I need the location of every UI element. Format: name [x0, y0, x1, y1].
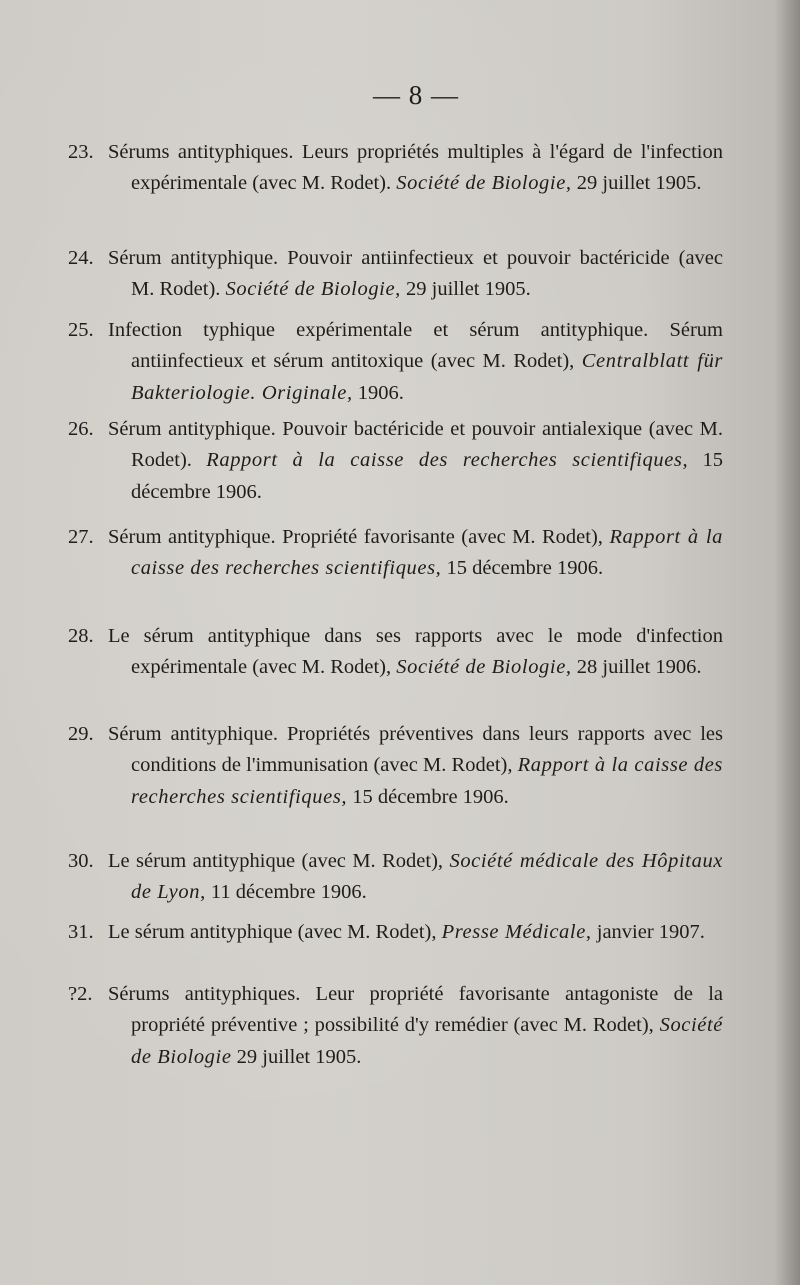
entry-date: 15 décembre 1906.	[446, 557, 604, 579]
entry-date: 11 décembre 1906.	[210, 881, 367, 903]
bibliography-entry-24	[68, 243, 723, 306]
entry-source: Centralblatt für Bakteriologie. Originale,	[131, 350, 724, 404]
entry-source: Société médicale des Hôpitaux de Lyon,	[131, 849, 723, 903]
bibliography-entry-28	[68, 621, 723, 684]
entry-date: 29 juillet 1905.	[576, 172, 702, 194]
bibliography-entry-29	[68, 719, 723, 814]
entry-text: Sérum antityphique. Propriétés préventives dans leurs rapports avec les conditions de l'immunisation (avec M. Rodet),	[108, 722, 723, 776]
entry-number: 28.	[68, 624, 94, 647]
entry-source: Rapport à la caisse des recherches scientifiques,	[131, 754, 724, 808]
entry-text: Sérum antityphique. Pouvoir bactéricide et pouvoir antialexique (avec M. Rodet).	[108, 417, 723, 471]
page-number: — 8 —	[373, 80, 459, 110]
entry-source: Rapport à la caisse des recherches scientifiques,	[131, 525, 724, 579]
bibliography-entry-31	[68, 917, 723, 949]
entry-date: janvier 1907.	[596, 920, 705, 943]
entry-date: 15 décembre 1906.	[131, 449, 724, 503]
entry-number: 24.	[68, 246, 94, 269]
entry-source: Société de Biologie,	[396, 172, 572, 194]
entry-date: 15 décembre 1906.	[352, 785, 509, 808]
entry-number: 31.	[68, 920, 94, 943]
page-edge-shadow	[774, 0, 800, 1285]
entry-source: Société de Biologie,	[396, 656, 572, 678]
entry-text: Le sérum antityphique dans ses rapports avec le mode d'infection expérimentale (avec M. Rodet),	[108, 624, 723, 678]
entry-date: 29 juillet 1905.	[406, 278, 531, 300]
entry-source: Société de Biologie	[131, 1014, 723, 1068]
bibliography-entry-27	[68, 522, 723, 585]
bibliography-entry-26	[68, 414, 723, 509]
entry-date: 29 juillet 1905.	[236, 1045, 362, 1068]
bibliography-entry-32	[68, 979, 723, 1074]
entry-text: Le sérum antityphique (avec M. Rodet),	[108, 920, 437, 943]
entry-text: Sérums antityphiques. Leurs propriétés multiples à l'égard de l'infection expérimentale (avec M. Rodet).	[108, 140, 723, 194]
entry-source: Presse Médicale,	[441, 920, 592, 943]
entry-source: Société de Biologie,	[225, 278, 401, 300]
entry-number: ?2.	[68, 982, 93, 1005]
entry-number: 26.	[68, 417, 94, 440]
bibliography-entry-30	[68, 846, 723, 909]
entry-number: 25.	[68, 318, 94, 341]
entry-date: 1906.	[357, 381, 404, 404]
entry-number: 23.	[68, 140, 94, 163]
entry-text: Sérum antityphique. Propriété favorisante (avec M. Rodet),	[108, 525, 603, 548]
entry-text: Infection typhique expérimentale et sérum antityphique. Sérum antiinfectieux et sérum antitoxique (avec M. Rodet),	[108, 318, 723, 372]
entry-source: Rapport à la caisse des recherches scientifiques,	[206, 449, 689, 471]
entry-text: Le sérum antityphique (avec M. Rodet),	[108, 849, 444, 872]
bibliography-entry-23	[68, 137, 723, 200]
entry-text: Sérums antityphiques. Leur propriété favorisante antagoniste de la propriété préventive ; possibilité d'y remédier (avec M. Rodet),	[108, 982, 723, 1036]
entry-number: 27.	[68, 525, 94, 548]
bibliography-entry-25	[68, 315, 723, 410]
entry-number: 29.	[68, 722, 94, 745]
entry-text: Sérum antityphique. Pouvoir antiinfectieux et pouvoir bactéricide (avec M. Rodet).	[108, 246, 723, 300]
entry-number: 30.	[68, 849, 94, 872]
entry-date: 28 juillet 1906.	[576, 656, 702, 678]
